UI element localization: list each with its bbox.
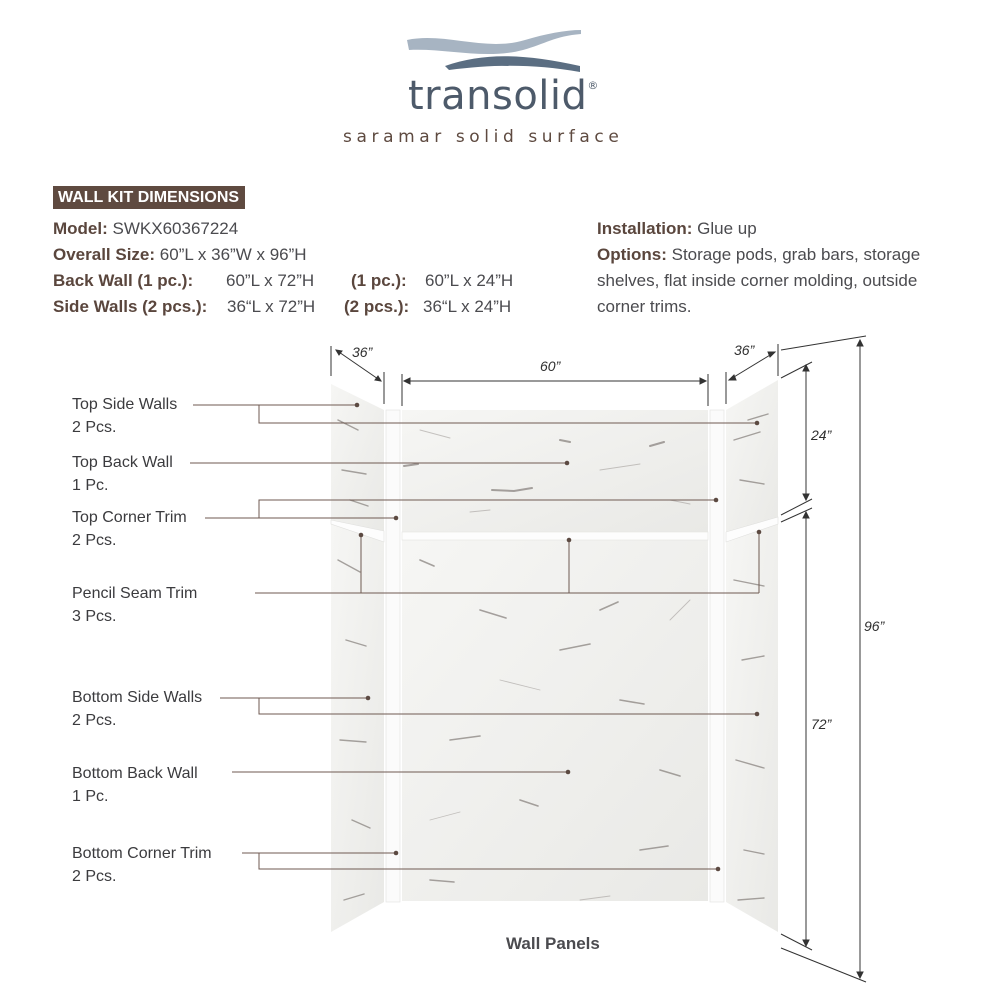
wall-panels-caption: Wall Panels bbox=[506, 934, 600, 953]
top-right-side-wall bbox=[726, 380, 778, 532]
callout-name: Pencil Seam Trim bbox=[72, 585, 198, 602]
side-walls-label: Side Walls (2 pcs.): bbox=[53, 297, 208, 316]
dimension-left-depth: 36” bbox=[352, 344, 373, 360]
dimension-bottom-height: 72” bbox=[811, 716, 832, 732]
callout-name: Bottom Corner Trim bbox=[72, 845, 212, 862]
right-corner-trim bbox=[710, 410, 724, 902]
callout-qty: 2 Pcs. bbox=[72, 868, 117, 885]
callout-qty: 3 Pcs. bbox=[72, 608, 117, 625]
dimension-right-depth: 36” bbox=[734, 342, 755, 358]
callout-name: Bottom Back Wall bbox=[72, 765, 198, 782]
callout-name: Top Side Walls bbox=[72, 396, 178, 413]
callout-qty: 2 Pcs. bbox=[72, 419, 117, 436]
side-walls-top-value: 36“L x 24”H bbox=[423, 297, 512, 316]
options-line-2: shelves, flat inside corner molding, outside bbox=[597, 271, 918, 290]
back-wall-top-value: 60”L x 24”H bbox=[425, 271, 514, 290]
callout-top-back-wall bbox=[72, 451, 173, 497]
installation-value: Glue up bbox=[697, 219, 757, 238]
wall-kit-heading: WALL KIT DIMENSIONS bbox=[53, 186, 245, 209]
dimension-top-height: 24” bbox=[811, 427, 832, 443]
callout-pencil-seam-trim bbox=[72, 582, 197, 628]
model-label: Model: bbox=[53, 219, 108, 238]
registered-mark: ® bbox=[587, 79, 599, 92]
side-walls-value: 36“L x 72”H bbox=[227, 297, 316, 316]
callout-qty: 1 Pc. bbox=[72, 477, 109, 494]
dimension-back-width: 60” bbox=[540, 358, 561, 374]
callout-name: Bottom Side Walls bbox=[72, 689, 203, 706]
dimension-total-height: 96” bbox=[864, 618, 885, 634]
brand-name-text: transolid bbox=[408, 73, 588, 119]
options-label: Options: bbox=[597, 245, 667, 264]
overall-size-label: Overall Size: bbox=[53, 245, 156, 264]
bottom-left-side-wall bbox=[331, 524, 384, 932]
top-back-wall bbox=[402, 410, 708, 532]
back-wall-top-label: (1 pc.): bbox=[351, 271, 407, 290]
callout-qty: 2 Pcs. bbox=[72, 532, 117, 549]
callout-bottom-side-walls bbox=[72, 686, 202, 732]
callout-qty: 1 Pc. bbox=[72, 788, 109, 805]
back-pencil-seam bbox=[402, 532, 708, 540]
brand-tagline: saramar solid surface bbox=[343, 127, 624, 147]
options-line-3: corner trims. bbox=[597, 297, 692, 316]
left-corner-trim bbox=[386, 410, 400, 902]
callout-qty: 2 Pcs. bbox=[72, 712, 117, 729]
callout-name: Top Corner Trim bbox=[72, 509, 187, 526]
callout-top-side-walls bbox=[72, 393, 177, 439]
callout-name: Top Back Wall bbox=[72, 454, 173, 471]
options-line-1: Storage pods, grab bars, storage bbox=[671, 245, 921, 264]
side-walls-top-label: (2 pcs.): bbox=[344, 297, 410, 316]
bottom-right-side-wall bbox=[726, 524, 778, 932]
back-wall-label: Back Wall (1 pc.): bbox=[53, 271, 194, 290]
installation-label: Installation: bbox=[597, 219, 693, 238]
model-value: SWKX60367224 bbox=[112, 219, 239, 238]
overall-size-value: 60”L x 36”W x 96”H bbox=[159, 245, 307, 264]
callout-bottom-back-wall bbox=[72, 762, 198, 808]
back-wall-value: 60”L x 72”H bbox=[226, 271, 315, 290]
callout-top-corner-trim bbox=[72, 506, 187, 552]
callout-bottom-corner-trim bbox=[72, 842, 212, 888]
